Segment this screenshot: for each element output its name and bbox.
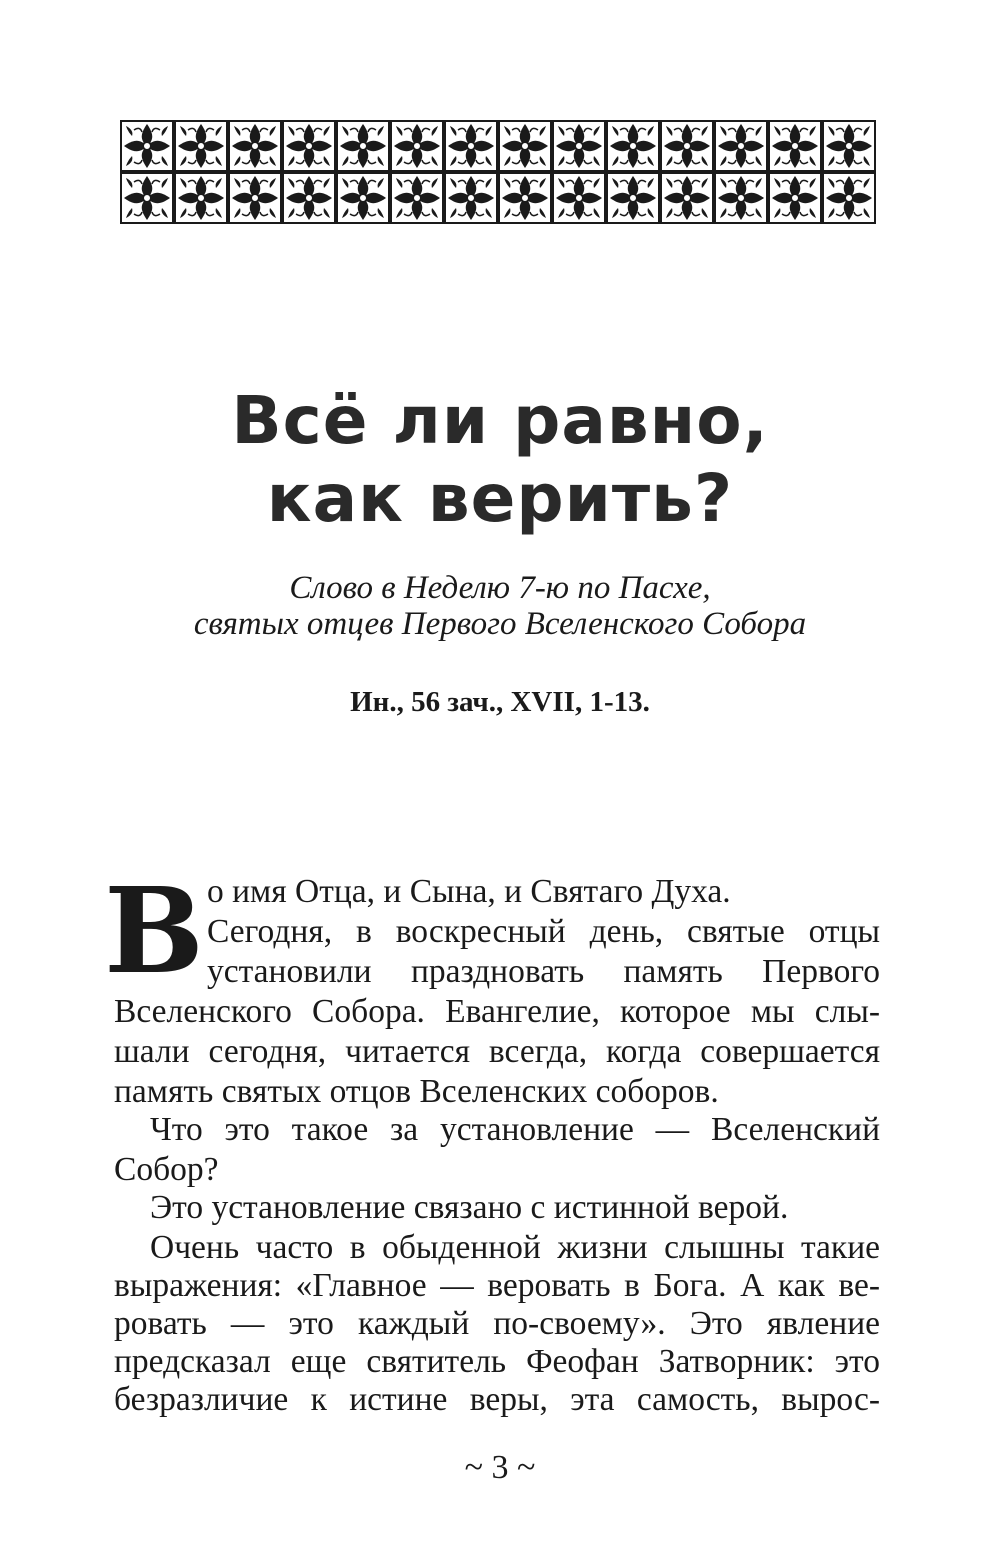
- body-line-14: безразличие к истине веры, эта самость, вырос-: [114, 1381, 880, 1418]
- ornamental-band: [120, 120, 878, 224]
- body-line-10: Очень часто в обыденной жизни слышны такие: [150, 1229, 880, 1266]
- body-line-1: о имя Отца, и Сына, и Святаго Духа.: [207, 873, 731, 910]
- body-line-2: Сегодня, в воскресный день, святые отцы: [207, 913, 880, 950]
- subtitle-line-2: святых отцев Первого Вселенского Собора: [193, 606, 807, 642]
- body-line-6: память святых отцов Вселенских соборов.: [114, 1073, 719, 1110]
- body-line-8: Собор?: [114, 1151, 219, 1188]
- subtitle-line-1: Слово в Неделю 7-ю по Пасхе,: [289, 570, 711, 606]
- body-line-11: выражения: «Главное — веровать в Бога. А как ве-: [114, 1267, 880, 1304]
- scripture-reference: Ин., 56 зач., XVII, 1-13.: [350, 686, 650, 718]
- body-line-9: Это установление связано с истинной верой.: [150, 1189, 789, 1226]
- body-line-3: установили праздновать память Первого: [207, 953, 880, 990]
- title-line-1: Всё ли равно,: [231, 382, 769, 459]
- page-number: ~ 3 ~: [464, 1449, 536, 1486]
- dropcap: [104, 861, 204, 1000]
- body-line-5: шали сегодня, читается всегда, когда совершается: [114, 1033, 880, 1070]
- body-line-7: Что это такое за установление — Вселенский: [150, 1111, 880, 1148]
- body-line-13: предсказал еще святитель Феофан Затворник: это: [114, 1343, 880, 1380]
- body-line-12: ровать — это каждый по-своему». Это явление: [114, 1305, 880, 1342]
- title-line-2: как верить?: [266, 460, 734, 537]
- dropcap-letter: В: [104, 861, 204, 1000]
- body-line-4: Вселенского Собора. Евангелие, которое мы слы-: [114, 993, 880, 1030]
